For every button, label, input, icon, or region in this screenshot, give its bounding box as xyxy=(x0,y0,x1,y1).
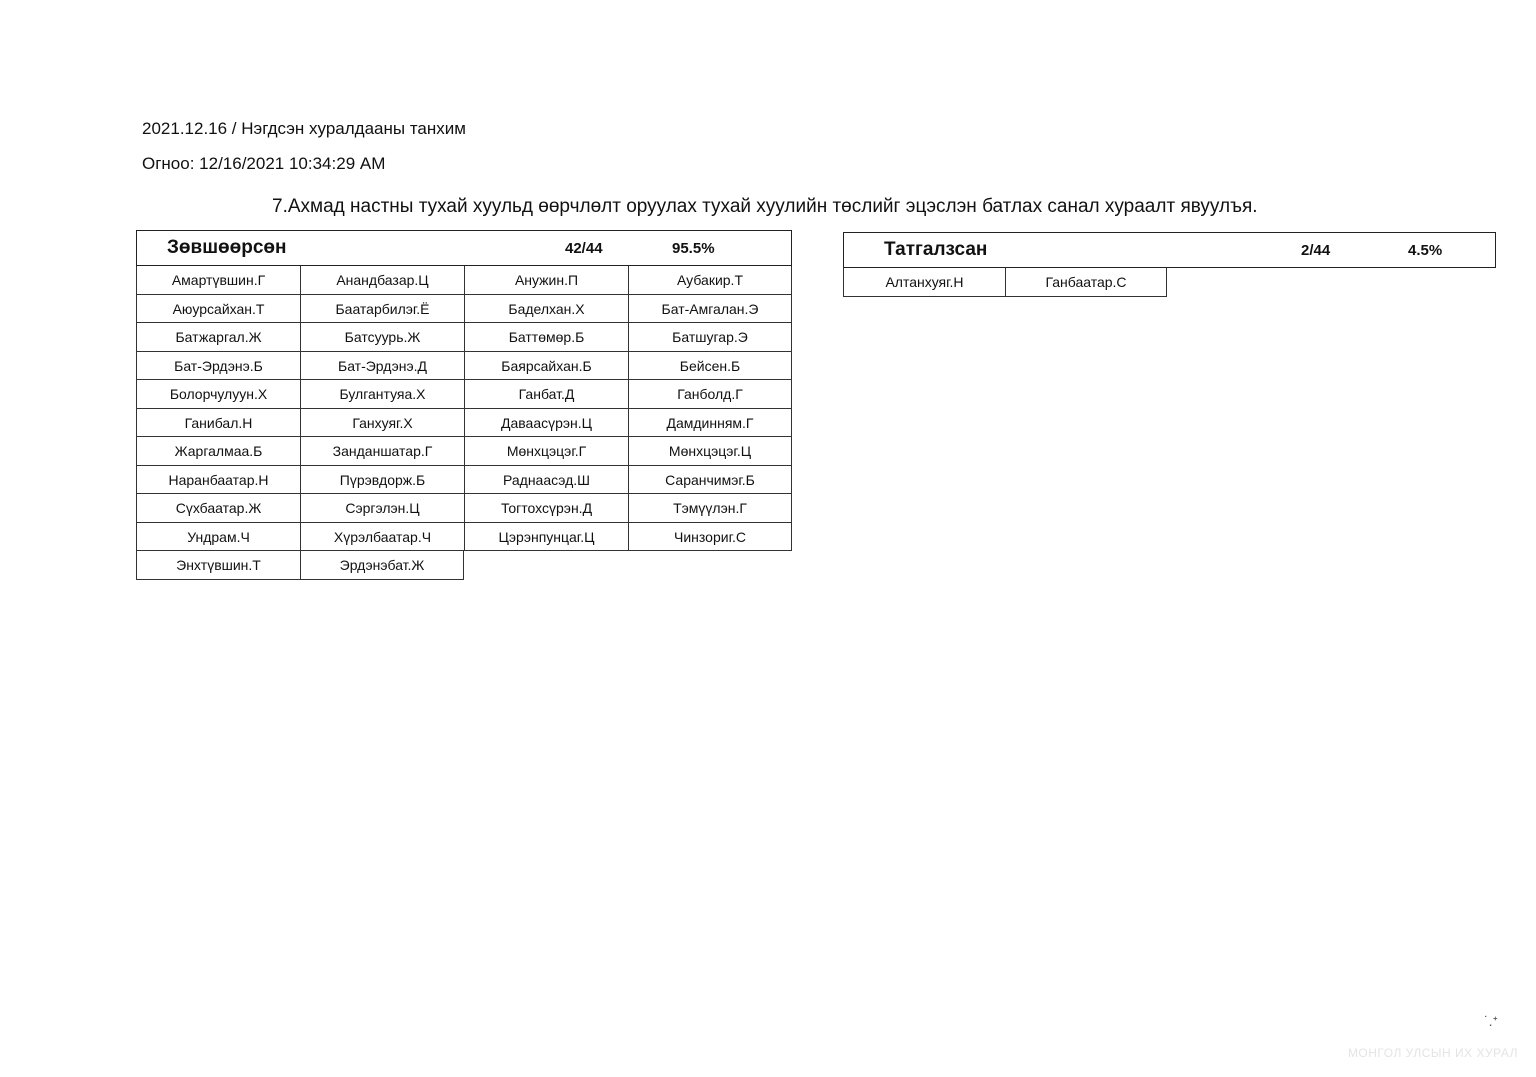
approved-percent: 95.5% xyxy=(672,240,715,257)
member-name: Батжаргал.Ж xyxy=(136,323,300,352)
corner-mark: ˙.ᐩ xyxy=(1484,1013,1498,1029)
member-name: Ганболд.Г xyxy=(628,380,792,409)
member-name: Ундрам.Ч xyxy=(136,523,300,552)
approved-label: Зөвшөөрсөн xyxy=(167,237,287,258)
member-name: Ганбат.Д xyxy=(464,380,628,409)
member-name: Тэмүүлэн.Г xyxy=(628,494,792,523)
member-name: Бат-Эрдэнэ.Б xyxy=(136,352,300,381)
member-name: Мөнхцэцэг.Г xyxy=(464,437,628,466)
member-name: Пүрэвдорж.Б xyxy=(300,466,464,495)
approved-header xyxy=(136,230,792,266)
rejected-percent: 4.5% xyxy=(1408,242,1443,259)
member-name: Баттөмөр.Б xyxy=(464,323,628,352)
member-name: Болорчулуун.Х xyxy=(136,380,300,409)
motion-title: 7.Ахмад настны тухай хуульд өөрчлөлт оруулах тухай хуулийн төслийг эцэслэн батлах санал хураалт явуулъя. xyxy=(272,196,1258,217)
member-name: Сэргэлэн.Ц xyxy=(300,494,464,523)
member-name: Хүрэлбаатар.Ч xyxy=(300,523,464,552)
vote-date: Огноо: 12/16/2021 10:34:29 AM xyxy=(142,154,386,173)
member-name: Мөнхцэцэг.Ц xyxy=(628,437,792,466)
rejected-names-grid xyxy=(843,268,1496,297)
member-name: Дамдинням.Г xyxy=(628,409,792,438)
member-name: Раднаасэд.Ш xyxy=(464,466,628,495)
member-name: Булгантуяа.Х xyxy=(300,380,464,409)
member-name: Ганбаатар.С xyxy=(1005,268,1167,297)
rejected-votes-table xyxy=(843,232,1496,297)
member-name: Анужин.П xyxy=(464,266,628,295)
member-name: Батсуурь.Ж xyxy=(300,323,464,352)
member-name: Чинзориг.С xyxy=(628,523,792,552)
member-name: Сүхбаатар.Ж xyxy=(136,494,300,523)
watermark: МОНГОЛ УЛСЫН ИХ ХУРАЛ xyxy=(1347,1046,1518,1060)
member-name: Баделхан.Х xyxy=(464,295,628,324)
member-name: Эрдэнэбат.Ж xyxy=(300,551,464,580)
member-name: Ганибал.Н xyxy=(136,409,300,438)
approved-names-grid xyxy=(136,266,792,580)
member-name: Алтанхуяг.Н xyxy=(843,268,1005,297)
rejected-label: Татгалзсан xyxy=(884,239,988,260)
member-name: Аюурсайхан.Т xyxy=(136,295,300,324)
approved-count: 42/44 xyxy=(565,240,603,257)
member-name: Энхтүвшин.Т xyxy=(136,551,300,580)
member-name: Жаргалмаа.Б xyxy=(136,437,300,466)
member-name: Саранчимэг.Б xyxy=(628,466,792,495)
member-name: Баатарбилэг.Ё xyxy=(300,295,464,324)
member-name: Аубакир.Т xyxy=(628,266,792,295)
member-name: Бат-Эрдэнэ.Д xyxy=(300,352,464,381)
member-name: Бейсен.Б xyxy=(628,352,792,381)
session-title: 2021.12.16 / Нэгдсэн хуралдааны танхим xyxy=(142,119,466,138)
member-name: Тогтохсүрэн.Д xyxy=(464,494,628,523)
member-name: Батшугар.Э xyxy=(628,323,792,352)
member-name: Занданшатар.Г xyxy=(300,437,464,466)
member-name: Ганхуяг.Х xyxy=(300,409,464,438)
member-name: Даваасүрэн.Ц xyxy=(464,409,628,438)
member-name: Бат-Амгалан.Э xyxy=(628,295,792,324)
rejected-count: 2/44 xyxy=(1301,242,1331,259)
rejected-header xyxy=(843,232,1496,268)
member-name: Наранбаатар.Н xyxy=(136,466,300,495)
member-name: Цэрэнпунцаг.Ц xyxy=(464,523,628,552)
member-name: Анандбазар.Ц xyxy=(300,266,464,295)
member-name: Баярсайхан.Б xyxy=(464,352,628,381)
member-name: Амартүвшин.Г xyxy=(136,266,300,295)
approved-votes-table xyxy=(136,230,792,580)
